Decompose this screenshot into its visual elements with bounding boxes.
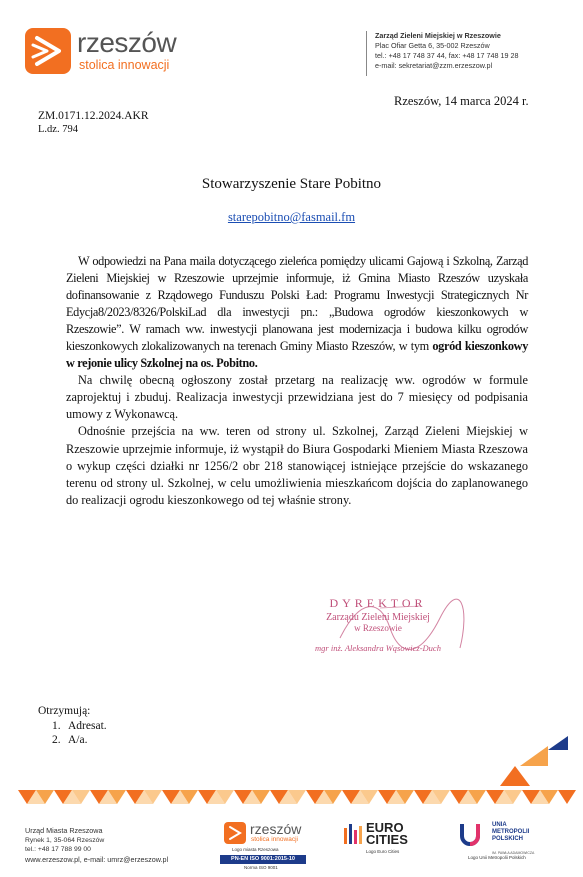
place-date: Rzeszów, 14 marca 2024 r. xyxy=(394,94,529,108)
reference-number: ZM.0171.12.2024.AKR xyxy=(38,110,149,122)
eurocities-caption: Logo Euro Cities xyxy=(366,849,400,854)
handwritten-signature xyxy=(320,588,480,668)
letter-body xyxy=(66,253,528,509)
org-name: Zarząd Zieleni Miejskiej w Rzeszowie xyxy=(375,31,501,40)
org-email: e-mail: sekretariat@zzm.erzeszow.pl xyxy=(375,61,493,70)
footer-office: Urząd Miasta Rzeszowa xyxy=(25,826,103,835)
footer-logo-tagline: stolica innowacji xyxy=(251,836,298,843)
reference-block xyxy=(38,110,149,136)
iso-badge: PN-EN ISO 9001:2015-10 xyxy=(220,855,306,864)
recipient-item: 1. Adresat. xyxy=(52,719,107,732)
paragraph-2: Na chwilę obecną ogłoszony został przetarg na realizację ww. ogrodów w formule zaprojektuj i zbuduj. Realizacja inwestycji przewidziana jest do 7 miesięcy od podpisania umowy z Wykonawcą. xyxy=(66,373,528,422)
unia-u-icon xyxy=(458,822,482,846)
eurocities-bars-icon xyxy=(344,824,362,844)
iso-caption: Norma ISO 9001 xyxy=(244,865,278,870)
addressee-email-link[interactable]: starepobitno@fasmail.fm xyxy=(227,210,356,224)
logo-tagline: stolica innowacji xyxy=(79,58,170,72)
footer-contact xyxy=(25,826,168,864)
stamp-line-1: Zarządu Zieleni Miejskiej xyxy=(326,612,430,623)
decorative-triangle-band xyxy=(0,736,583,818)
unia-caption: Logo Unii Metropolii Polskich xyxy=(468,855,526,860)
logo-arrow-icon xyxy=(25,28,71,74)
footer-logo-caption: Logo miasta Rzeszowa xyxy=(232,847,279,852)
paragraph-3: Odnośnie przejścia na ww. teren od strony ul. Szkolnej, Zarząd Zieleni Miejskiej w Rzeszowie uprzejmie informuje, iż wystąpił do Biura Gospodarki Mieniem Miasta Rzeszowa o wykup części działki nr 1256/2 obr 218 stanowiącej istniejące przejście do wskazanego terenu od strony ul. Szkolnej, w celu umożliwienia mieszkańcom dojścia do zaplanowanego do realizacji ogrodu kieszonkowego od tej właśnie strony. xyxy=(66,424,528,507)
org-phone: tel.: +48 17 748 37 44, fax: +48 17 748 19 28 xyxy=(375,51,519,60)
rzeszow-logo xyxy=(25,28,175,76)
ldz-number: L.dz. 794 xyxy=(38,124,78,135)
addressee: Stowarzyszenie Stare Pobitno xyxy=(201,176,382,192)
footer-address: Rynek 1, 35-064 Rzeszów xyxy=(25,836,105,844)
unia-subtitle: IM. PAWŁA ADAMOWICZA xyxy=(492,851,535,855)
logo-arrow-icon xyxy=(224,822,246,844)
logo-word: rzeszów xyxy=(77,27,177,58)
stamp-signatory: mgr inż. Aleksandra Wąsowicz-Duch xyxy=(315,643,441,653)
footer-phone: tel.: +48 17 788 99 00 xyxy=(25,846,91,853)
org-contact-block xyxy=(366,31,576,76)
unia-word: UNIA METROPOLII POLSKICH xyxy=(492,822,530,842)
eurocities-word: EURO CITIES xyxy=(366,820,408,847)
org-address: Plac Ofiar Getta 6, 35-002 Rzeszów xyxy=(375,41,490,50)
footer-rzeszow-logo xyxy=(220,822,310,872)
paragraph-1-bold: ogród kieszonkowy w rejonie ulicy Szkolnej na os. Pobitno. xyxy=(66,339,528,371)
stamp-title: DYREKTOR xyxy=(329,596,427,610)
footer-web: www.erzeszow.pl, e-mail: umrz@erzeszow.pl xyxy=(25,854,169,864)
recipient-item: 2. A/a. xyxy=(52,734,88,746)
recipients-label: Otrzymują: xyxy=(38,705,91,717)
eurocities-logo xyxy=(344,822,424,867)
unia-metropolii-logo xyxy=(458,822,558,867)
footer-logo-word: rzeszów xyxy=(250,821,302,837)
stamp-line-2: w Rzeszowie xyxy=(354,623,402,633)
paragraph-1: W odpowiedzi na Pana maila dotyczącego zieleńca pomiędzy ulicami Gajową i Szkolną, Zarząd Zieleni Miejskiej w Rzeszowie uprzejmie informuje, iż Gmina Miasto Rzeszów uzyskała dofinansowanie z Rządowego Funduszu Polski Ład: Programu Inwestycji Strategicznych Nr Edycja8/2023/8326/PolskiLad dla inwestycji pn.: „Budowa ogrodów kieszonkowych w Rzeszowie”. W ramach ww. inwestycji planowana jest modernizacja i budowa kilku ogrodów kieszonkowych zlokalizowanych na terenach Gminy Miasto Rzeszów, w tym ogród kieszonkowy w rejonie ulicy Szkolnej na os. Pobitno. xyxy=(66,254,528,371)
